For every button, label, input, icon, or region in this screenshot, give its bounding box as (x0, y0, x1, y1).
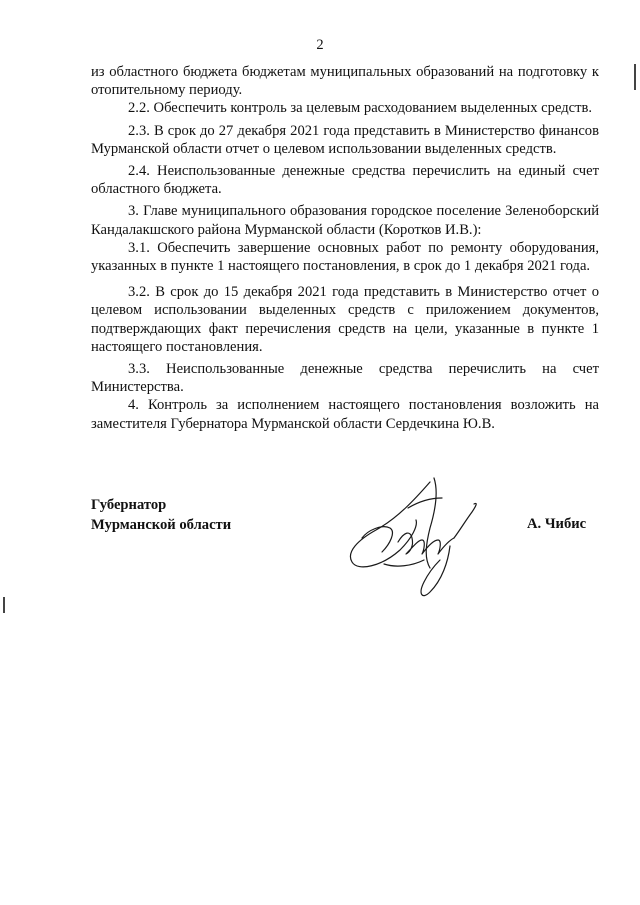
paragraph-continuation: из областного бюджета бюджетам муниципальных образований на подготовку к отопительному периоду. (91, 64, 599, 99)
paragraph-4: 4. Контроль за исполнением настоящего постановления возложить на заместителя Губернатора Мурманской области Сердечкина Ю.В. (91, 397, 599, 432)
paragraph-2-2: 2.2. Обеспечить контроль за целевым расходованием выделенных средств. (128, 100, 593, 117)
signatory-title-line-2: Мурманской области (91, 517, 232, 533)
document-body (91, 63, 599, 433)
paragraph-3-1: 3.1. Обеспечить завершение основных работ по ремонту оборудования, указанных в пункте 1 настоящего постановления, в срок до 1 декабря 2021 года. (91, 239, 599, 275)
paragraph-3: 3. Главе муниципального образования городское поселение Зеленоборский Кандалакшского района Мурманской области (Коротков И.В.): (91, 203, 599, 238)
paragraph-2-4: 2.4. Неиспользованные денежные средства перечислить на единый счет областного бюджета. (91, 163, 599, 198)
paragraph-2-3: 2.3. В срок до 27 декабря 2021 года представить в Министерство финансов Мурманской области отчет о целевом использовании выделенных средств. (91, 122, 599, 157)
page-number: 2 (316, 37, 324, 53)
signatory-title (91, 495, 231, 535)
handwritten-signature (338, 468, 498, 608)
scan-edge-mark (3, 597, 5, 613)
scan-edge-mark (634, 64, 636, 90)
paragraph-3-2: 3.2. В срок до 15 декабря 2021 года представить в Министерство отчет о целевом использовании выделенных средств с приложением документов, подтверждающих факт перечисления средств на цели, указанные в пункте 1 настоящего постановления. (91, 284, 599, 355)
signatory-name: А. Чибис (527, 516, 587, 532)
signatory-title-line-1: Губернатор (91, 497, 167, 513)
paragraph-3-3: 3.3. Неиспользованные денежные средства перечислить на счет Министерства. (91, 361, 599, 396)
